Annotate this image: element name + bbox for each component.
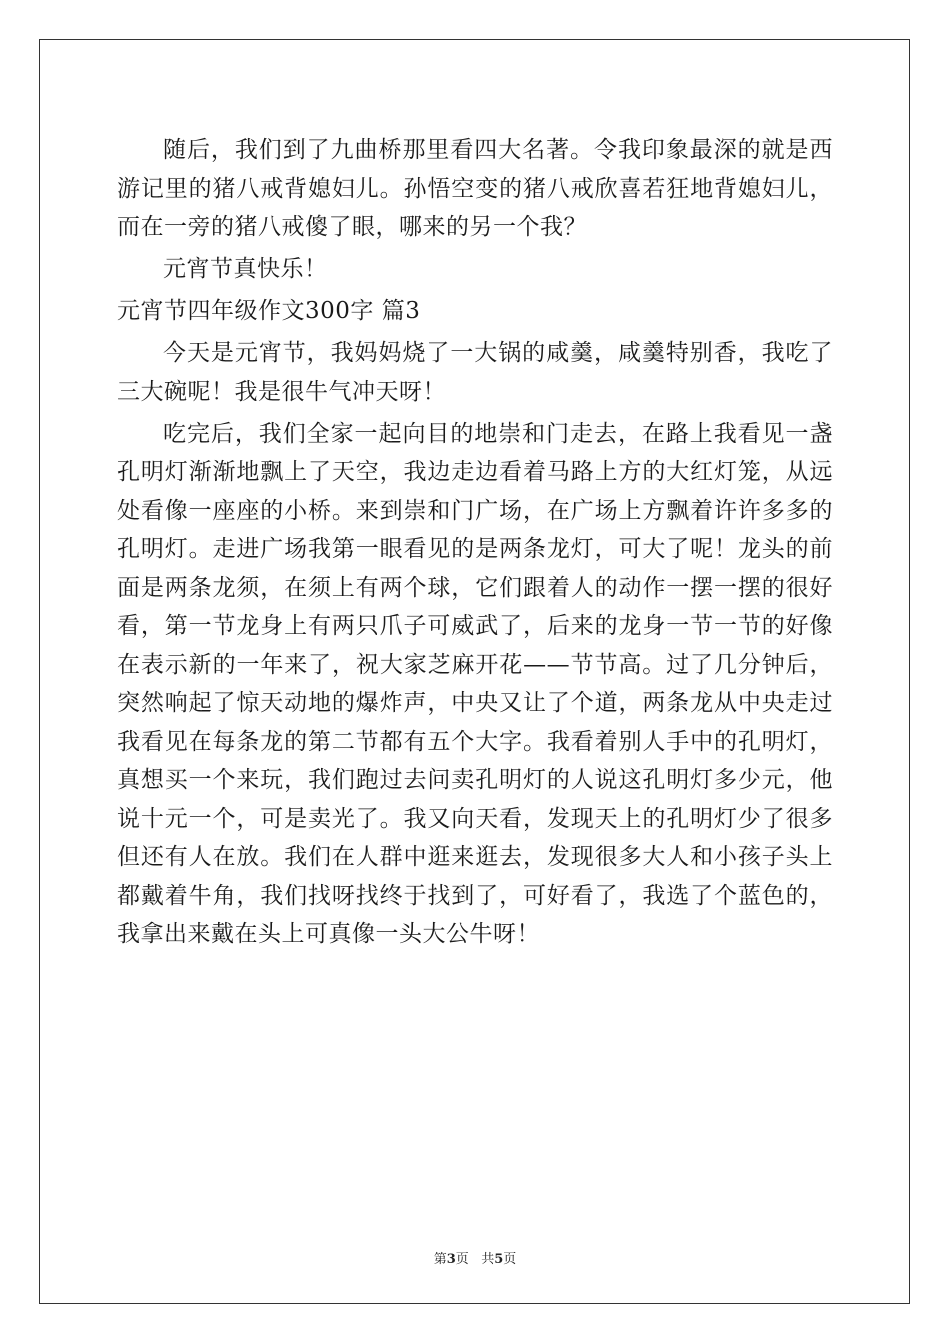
footer-suffix: 页 bbox=[503, 1252, 517, 1267]
footer-prefix: 第 bbox=[433, 1252, 447, 1267]
page-footer bbox=[0, 1248, 950, 1267]
document-body bbox=[117, 131, 833, 957]
current-page-number: 3 bbox=[446, 1252, 456, 1267]
paragraph-3: 今天是元宵节，我妈妈烧了一大锅的咸羹，咸羹特别香，我吃了三大碗呢！我是很牛气冲天呀！ bbox=[117, 340, 833, 405]
total-page-number: 5 bbox=[494, 1252, 504, 1267]
paragraph-1: 随后，我们到了九曲桥那里看四大名著。令我印象最深的就是西游记里的猪八戒背媳妇儿。孙悟空变的猪八戒欣喜若狂地背媳妇儿，而在一旁的猪八戒傻了眼，哪来的另一个我？ bbox=[117, 137, 833, 240]
section-heading: 元宵节四年级作文300字 篇3 bbox=[117, 298, 421, 324]
paragraph-4: 吃完后，我们全家一起向目的地崇和门走去，在路上我看见一盏孔明灯渐渐地飘上了天空，我边走边看着马路上方的大红灯笼，从远处看像一座座的小桥。来到崇和门广场，在广场上方飘着许许多多的孔明灯。走进广场我第一眼看见的是两条龙灯，可大了呢！龙头的前面是两条龙须，在须上有两个球，它们跟着人的动作一摆一摆的很好看，第一节龙身上有两只爪子可威武了，后来的龙身一节一节的好像在表示新的一年来了，祝大家芝麻开花——节节高。过了几分钟后，突然响起了惊天动地的爆炸声，中央又让了个道，两条龙从中央走过我看见在每条龙的第二节都有五个大字。我看着别人手中的孔明灯，真想买一个来玩，我们跑过去问卖孔明灯的人说这孔明灯多少元，他说十元一个，可是卖光了。我又向天看，发现天上的孔明灯少了很多但还有人在放。我们在人群中逛来逛去，发现很多大人和小孩子头上都戴着牛角，我们找呀找终于找到了，可好看了，我选了个蓝色的，我拿出来戴在头上可真像一头大公牛呀！ bbox=[117, 420, 833, 947]
footer-mid: 页 共 bbox=[455, 1252, 495, 1267]
paragraph-2: 元宵节真快乐！ bbox=[163, 256, 328, 282]
